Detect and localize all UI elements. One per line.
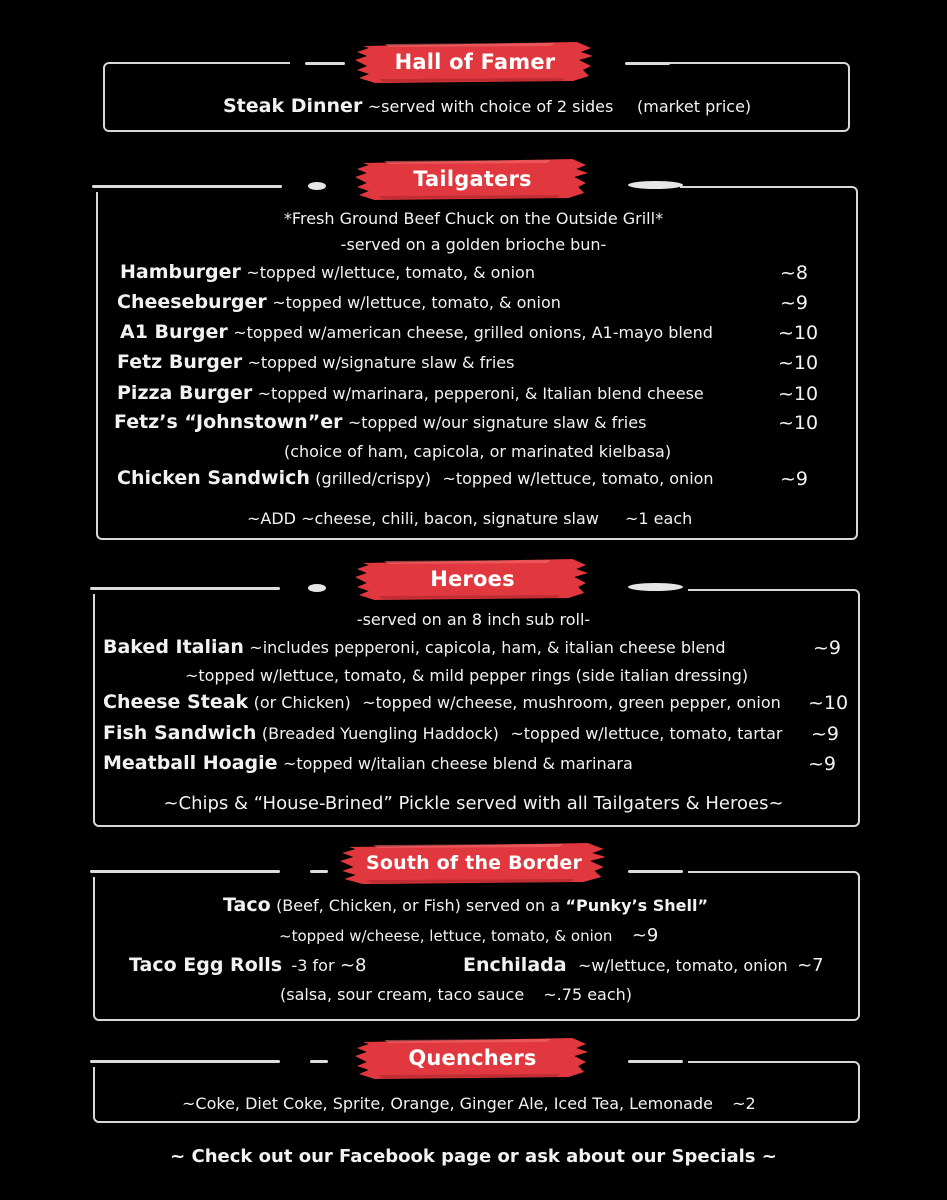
cheese-steak-row [103,691,781,713]
taco-egg-rolls-name: Taco Egg Rolls [129,954,283,976]
baked-italian-row [103,636,726,658]
fish-sandwich-name: Fish Sandwich [103,722,257,744]
quenchers-price: ~2 [732,1094,756,1113]
meatball-hoagie-desc: ~topped w/italian cheese blend & marinara [282,754,633,773]
taco-shell: “Punky’s Shell” [565,896,708,915]
baked-italian-name: Baked Italian [103,636,244,658]
a1-burger-desc: ~topped w/american cheese, grilled onions, A1-mayo blend [233,323,713,342]
south-of-the-border-title: South of the Border [365,852,583,874]
pizza-burger-desc: ~topped w/marinara, pepperoni, & Italian blend cheese [257,384,704,403]
pizza-burger-row [117,382,704,404]
baked-italian-desc: ~includes pepperoni, capicola, ham, & italian cheese blend [249,638,726,657]
cheese-steak-price: ~10 [808,692,849,714]
a1-burger-row [120,321,713,343]
taco-price: ~9 [631,925,659,946]
heroes-closing: ~Chips & “House-Brined” Pickle served with all Tailgaters & Heroes~ [163,793,784,814]
sauces-line [280,985,632,1004]
tailgaters-title: Tailgaters [413,167,532,191]
heroes-title: Heroes [430,567,515,591]
johnstowner-desc: ~topped w/our signature slaw & fries [347,413,647,432]
heroes-banner [355,557,590,601]
cheese-steak-desc: ~topped w/cheese, mushroom, green pepper, onion [362,693,781,712]
taco-name: Taco [223,894,271,916]
fetz-burger-name: Fetz Burger [117,351,243,373]
quenchers-drinks: ~Coke, Diet Coke, Sprite, Orange, Ginger Ale, Iced Tea, Lemonade [182,1094,713,1113]
chicken-sandwich-row [117,467,714,489]
steak-dinner-row [223,95,613,117]
cheese-steak-name: Cheese Steak [103,691,249,713]
taco-desc-row [279,925,658,946]
steak-dinner-desc: ~served with choice of 2 sides [367,97,614,116]
cheeseburger-price: ~9 [780,292,809,314]
quenchers-title: Quenchers [408,1046,537,1070]
fetz-burger-price: ~10 [778,352,819,374]
pizza-burger-price: ~10 [778,383,819,405]
hamburger-price: ~8 [780,262,809,284]
chicken-sandwich-note: (grilled/crispy) [315,469,432,488]
taco-egg-rolls-desc: -3 for [291,956,335,975]
sauces-text: (salsa, sour cream, taco sauce [280,985,525,1004]
quenchers-banner [355,1036,590,1080]
pizza-burger-name: Pizza Burger [117,382,253,404]
baked-italian-note: ~topped w/lettuce, tomato, & mild pepper rings (side italian dressing) [185,666,749,685]
fetz-burger-row [117,351,514,373]
johnstowner-name: Fetz’s “Johnstown”er [114,411,343,433]
chicken-sandwich-name: Chicken Sandwich [117,467,310,489]
steak-dinner-name: Steak Dinner [223,95,363,117]
chicken-sandwich-price: ~9 [780,468,809,490]
taco-egg-rolls-row [129,954,366,976]
johnstowner-row [114,411,646,433]
fish-sandwich-price: ~9 [811,723,840,745]
taco-row [223,894,708,916]
tailgaters-intro-1: *Fresh Ground Beef Chuck on the Outside Grill* [283,209,664,228]
fetz-burger-desc: ~topped w/signature slaw & fries [247,353,515,372]
cheeseburger-name: Cheeseburger [117,291,267,313]
tailgaters-add-price: ~1 each [625,509,693,528]
south-of-the-border-banner [340,841,608,885]
steak-dinner-price: (market price) [637,97,752,116]
chicken-sandwich-desc: ~topped w/lettuce, tomato, onion [442,469,714,488]
enchilada-row [463,954,824,976]
taco-desc: ~topped w/cheese, lettuce, tomato, & onion [279,927,613,945]
enchilada-name: Enchilada [463,954,567,976]
cheeseburger-desc: ~topped w/lettuce, tomato, & onion [272,293,561,312]
enchilada-price: ~7 [797,955,824,976]
johnstowner-price: ~10 [778,412,819,434]
tailgaters-add-line: ~ADD ~cheese, chili, bacon, signature slaw [247,509,599,528]
hamburger-name: Hamburger [120,261,241,283]
meatball-hoagie-price: ~9 [808,753,837,775]
tailgaters-banner [355,157,590,201]
tailgaters-intro-2: -served on a golden brioche bun- [340,235,607,254]
fish-sandwich-desc: ~topped w/lettuce, tomato, tartar [510,724,783,743]
baked-italian-price: ~9 [813,637,842,659]
taco-egg-rolls-price: ~8 [339,955,367,976]
sauces-price: ~.75 each) [543,985,633,1004]
hamburger-desc: ~topped w/lettuce, tomato, & onion [246,263,535,282]
enchilada-desc: ~w/lettuce, tomato, onion [577,956,788,975]
a1-burger-price: ~10 [778,322,819,344]
johnstowner-note: (choice of ham, capicola, or marinated kielbasa) [284,442,672,461]
meatball-hoagie-name: Meatball Hoagie [103,752,278,774]
hall-of-famer-title: Hall of Famer [394,50,556,74]
a1-burger-name: A1 Burger [120,321,228,343]
hamburger-row [120,261,535,283]
cheese-steak-note: (or Chicken) [253,693,351,712]
fish-sandwich-note: (Breaded Yuengling Haddock) [261,724,499,743]
cheeseburger-row [117,291,561,313]
fish-sandwich-row [103,722,782,744]
taco-note: (Beef, Chicken, or Fish) served on a [276,896,561,915]
hall-of-famer-banner [355,40,595,84]
quenchers-row [182,1094,756,1113]
footer-specials: ~ Check out our Facebook page or ask about our Specials ~ [170,1146,777,1167]
meatball-hoagie-row [103,752,633,774]
heroes-intro: -served on an 8 inch sub roll- [356,610,591,629]
